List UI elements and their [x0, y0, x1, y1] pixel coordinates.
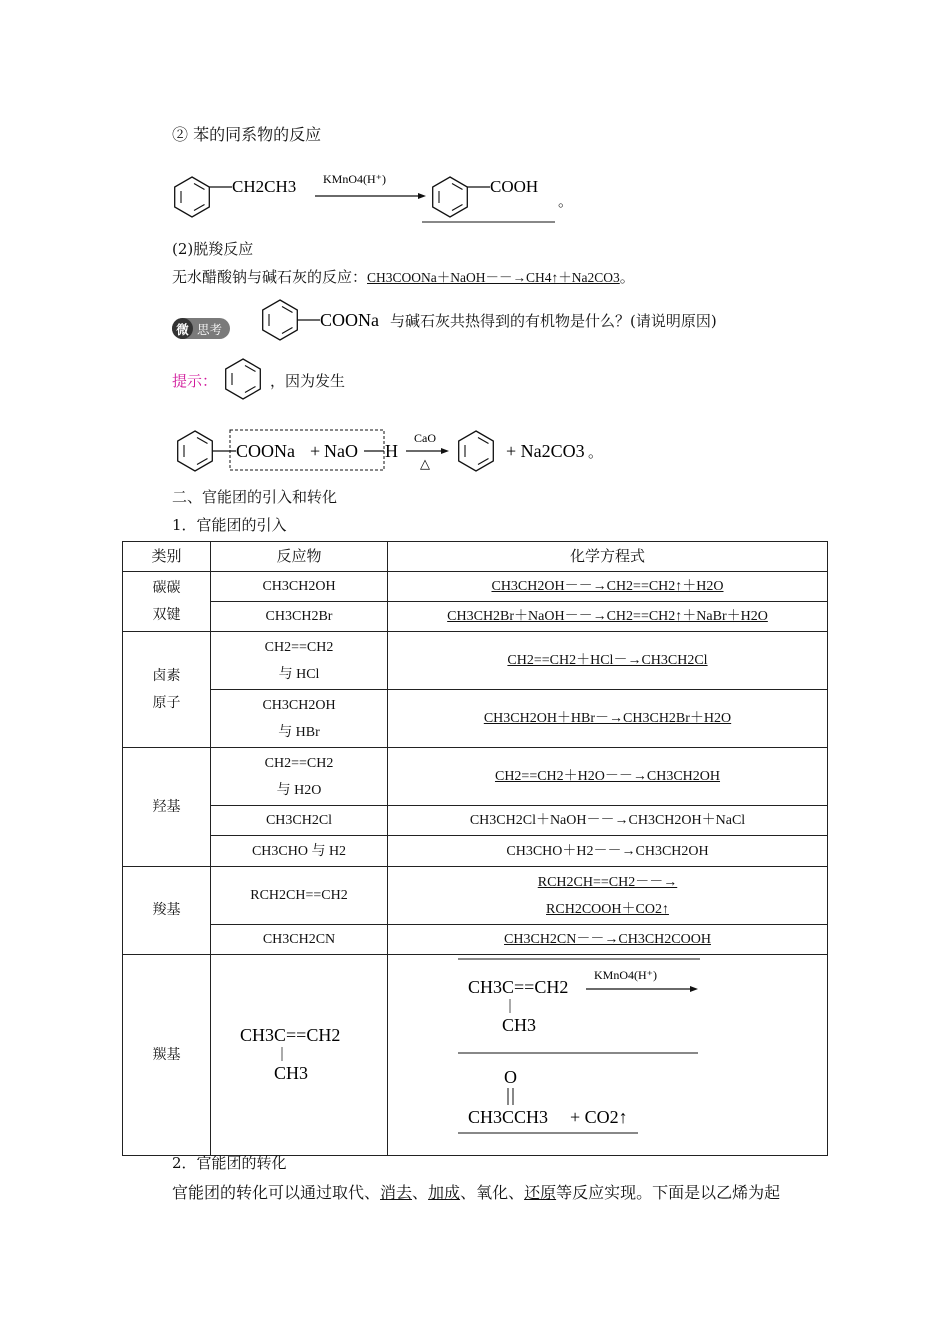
reaction-arrow-icon	[418, 193, 426, 199]
hint-label: 提示：	[172, 372, 218, 390]
wei-icon: 微	[172, 318, 193, 339]
decarboxylation-mechanism-diagram	[168, 424, 618, 480]
think-badge: 微 思考	[172, 318, 230, 339]
svg-text:。: 。	[588, 445, 604, 461]
carbonyl-equation-structure	[458, 955, 758, 1145]
coona-group: COONa	[236, 441, 295, 461]
svg-text:H: H	[385, 441, 398, 461]
ethylbenzene-oxidation-diagram	[160, 160, 580, 235]
methylpropene-structure	[234, 1015, 364, 1085]
coona-group: COONa	[320, 310, 379, 330]
table-row: 碳碳双键 CH3CH2OH CH3CH2OH－－→CH2==CH2↑＋H2O	[123, 572, 828, 602]
table-row: CH3CH2Cl CH3CH2Cl＋NaOH－－→CH3CH2OH＋NaCl	[123, 806, 828, 836]
benzene-ring-icon	[263, 300, 298, 340]
header-equation: 化学方程式	[388, 542, 828, 572]
part-two-heading: 二、官能团的引入和转化	[172, 488, 338, 506]
table-row: 羟基 CH2==CH2 与 H2O CH2==CH2＋H2O－－→CH3CH2OH	[123, 748, 828, 806]
svg-text:CH3CCH3: CH3CCH3	[467, 1107, 548, 1127]
svg-text:+ CO2↑: + CO2↑	[569, 1107, 628, 1127]
heat-condition: △	[420, 456, 430, 471]
table-row: CH3CH2Br CH3CH2Br＋NaOH－－→CH2==CH2↑＋NaBr＋H2O	[123, 602, 828, 632]
benzene-ring-icon	[226, 359, 261, 399]
svg-text:+: +	[310, 441, 321, 461]
svg-text:CH3: CH3	[274, 1063, 309, 1083]
functional-group-table	[122, 541, 828, 1156]
svg-text:O: O	[503, 1067, 517, 1087]
naoh-group: NaO	[324, 441, 358, 461]
table-row: CH3CH2CN CH3CH2CN－－→CH3CH2COOH	[123, 925, 828, 955]
sodium-carbonate: + Na2CO3	[506, 441, 585, 461]
table-row: CH3CHO 与 H2 CH3CHO＋H2－－→CH3CH2OH	[123, 836, 828, 867]
svg-text:KMnO4(H⁺): KMnO4(H⁺)	[593, 968, 657, 982]
category-cell: 羰基	[123, 955, 211, 1156]
decarboxylation-line: 无水醋酸钠与碱石灰的反应：CH3COONa＋NaOH－－→CH4↑＋Na2CO3。	[172, 268, 635, 286]
benzene-ring-icon	[459, 431, 494, 471]
table-row: 卤素原子 CH2==CH2 与 HCl CH2==CH2＋HCl－→CH3CH2Cl	[123, 632, 828, 690]
category-cell: 卤素原子	[123, 632, 211, 748]
reaction-arrow-icon	[690, 986, 698, 992]
table-row	[123, 955, 828, 1156]
section-heading-benzene-homologs: ② 苯的同系物的反应	[172, 125, 322, 144]
reaction-arrow-icon	[441, 448, 449, 454]
decarboxylation-equation: CH3COONa＋NaOH－－→CH4↑＋Na2CO3	[367, 270, 620, 285]
subsection-2-heading: 2．官能团的转化	[172, 1154, 287, 1172]
svg-text:CH3C==CH2: CH3C==CH2	[467, 977, 568, 997]
ethyl-group: CH2CH3	[232, 177, 297, 196]
hint-text: ，因为发生	[270, 372, 346, 390]
think-question: 与碱石灰共热得到的有机物是什么？(请说明原因)	[390, 312, 717, 330]
closing-paragraph: 官能团的转化可以通过取代、消去、加成、氧化、还原等反应实现。下面是以乙烯为起	[172, 1183, 781, 1202]
table-row: CH3CH2OH 与 HBr CH3CH2OH＋HBr－→CH3CH2Br＋H2O	[123, 690, 828, 748]
header-category: 类别	[123, 542, 211, 572]
header-reactant: 反应物	[211, 542, 388, 572]
sodium-benzoate-structure	[255, 296, 395, 344]
benzene-answer-structure	[218, 354, 268, 404]
benzene-ring-icon	[433, 177, 468, 217]
reagent-label: KMnO4(H⁺)	[323, 172, 386, 186]
table-header-row	[123, 542, 828, 572]
category-cell: 羧基	[123, 867, 211, 955]
benzene-ring-icon	[175, 177, 210, 217]
benzene-ring-icon	[178, 431, 213, 471]
category-cell: 羟基	[123, 748, 211, 867]
subsection-1-heading: 1．官能团的引入	[172, 516, 287, 534]
svg-text:CH3C==CH2: CH3C==CH2	[240, 1025, 341, 1045]
svg-text:。: 。	[558, 194, 574, 210]
table-row: 羧基 RCH2CH==CH2 RCH2CH==CH2－－→ RCH2COOH＋CO2↑	[123, 867, 828, 925]
svg-text:CH3: CH3	[501, 1015, 536, 1035]
decarboxylation-heading: (2)脱羧反应	[172, 240, 254, 258]
carboxyl-group: COOH	[490, 177, 539, 196]
category-cell: 碳碳双键	[123, 572, 211, 632]
cao-condition: CaO	[414, 431, 436, 445]
